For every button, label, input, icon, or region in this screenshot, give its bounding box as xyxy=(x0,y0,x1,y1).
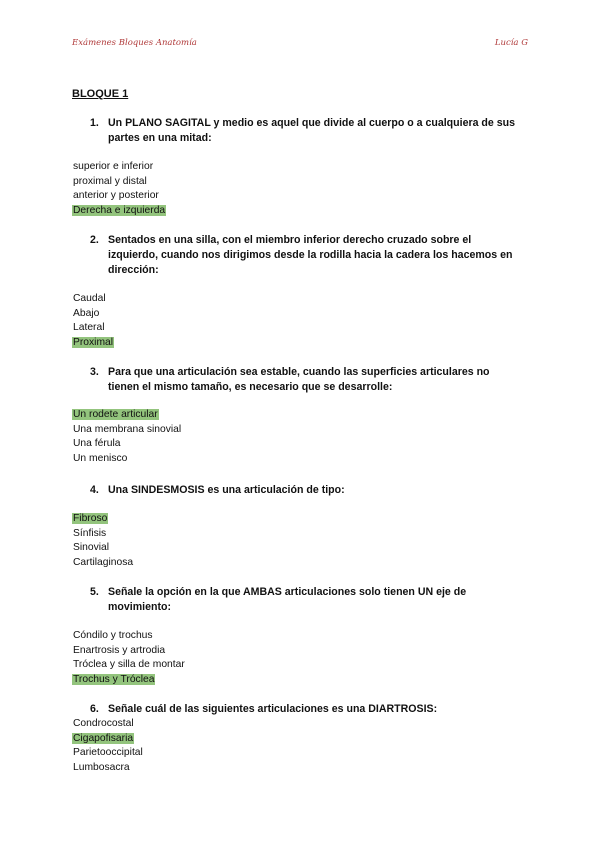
option-4c: Sinovial xyxy=(73,542,110,554)
option-6c: Parietooccipital xyxy=(73,747,143,759)
option-1c: anterior y posterior xyxy=(73,190,159,202)
question-2 xyxy=(90,233,520,278)
option-2a: Caudal xyxy=(73,293,106,304)
question-number: 4. xyxy=(90,484,99,496)
option-3d: Un menisco xyxy=(73,453,128,465)
question-number: 5. xyxy=(90,586,99,598)
question-4 xyxy=(90,483,520,498)
question-number: 3. xyxy=(90,366,99,378)
question-text: Un PLANO SAGITAL y medio es aquel que divide al cuerpo o a cualquiera de sus partes en una mitad: xyxy=(108,117,515,144)
question-text: Una SINDESMOSIS es una articulación de tipo: xyxy=(108,484,345,496)
options-1 xyxy=(72,160,166,219)
question-text: Sentados en una silla, con el miembro inferior derecho cruzado sobre el izquierdo, cuando nos dirigimos desde la rodilla hacia la cadera los hacemos en dirección: xyxy=(108,234,513,276)
question-text: Señale cuál de las siguientes articulaciones es una DIARTROSIS: xyxy=(108,703,438,715)
option-1b: proximal y distal xyxy=(73,175,147,187)
options-3 xyxy=(72,408,182,467)
option-6d: Lumbosacra xyxy=(73,762,130,774)
question-3 xyxy=(90,365,520,395)
question-5 xyxy=(90,585,520,615)
options-2 xyxy=(72,292,114,351)
question-text: Señale la opción en la que AMBAS articulaciones solo tienen UN eje de movimiento: xyxy=(108,586,467,613)
option-2b: Abajo xyxy=(73,307,100,319)
question-number: 1. xyxy=(90,117,99,129)
question-text: Para que una articulación sea estable, cuando las superficies articulares no tienen el mismo tamaño, es necesario que se desarrolle: xyxy=(108,366,490,393)
options-4 xyxy=(72,512,134,571)
option-5c: Tróclea y silla de montar xyxy=(73,659,185,671)
question-number: 2. xyxy=(90,234,99,246)
option-3a-correct: Un rodete articular xyxy=(73,409,158,420)
option-4d: Cartilaginosa xyxy=(73,557,134,569)
option-5b: Enartrosis y artrodia xyxy=(73,644,166,656)
header-title: Exámenes Bloques Anatomía xyxy=(72,38,197,48)
option-1d-correct: Derecha e izquierda xyxy=(73,205,166,217)
option-6a: Condrocostal xyxy=(73,718,134,729)
block-title: BLOQUE 1 xyxy=(72,88,129,100)
question-1 xyxy=(90,116,520,146)
option-2d-correct: Proximal xyxy=(73,337,114,349)
option-2c: Lateral xyxy=(73,322,105,334)
option-4a-correct: Fibroso xyxy=(73,513,108,524)
option-5a: Cóndilo y trochus xyxy=(73,630,153,641)
option-3c: Una férula xyxy=(73,438,121,450)
option-6b-correct: Cigapofisaria xyxy=(73,732,134,744)
question-number: 6. xyxy=(90,703,99,715)
option-3b: Una membrana sinovial xyxy=(73,423,182,435)
options-5 xyxy=(72,629,186,688)
question-6 xyxy=(90,702,520,717)
option-4b: Sínfisis xyxy=(73,527,107,539)
options-6 xyxy=(72,717,144,776)
option-1a: superior e inferior xyxy=(73,161,154,172)
header-author: Lucía G xyxy=(494,38,528,48)
option-5d-correct: Trochus y Tróclea xyxy=(73,674,155,686)
